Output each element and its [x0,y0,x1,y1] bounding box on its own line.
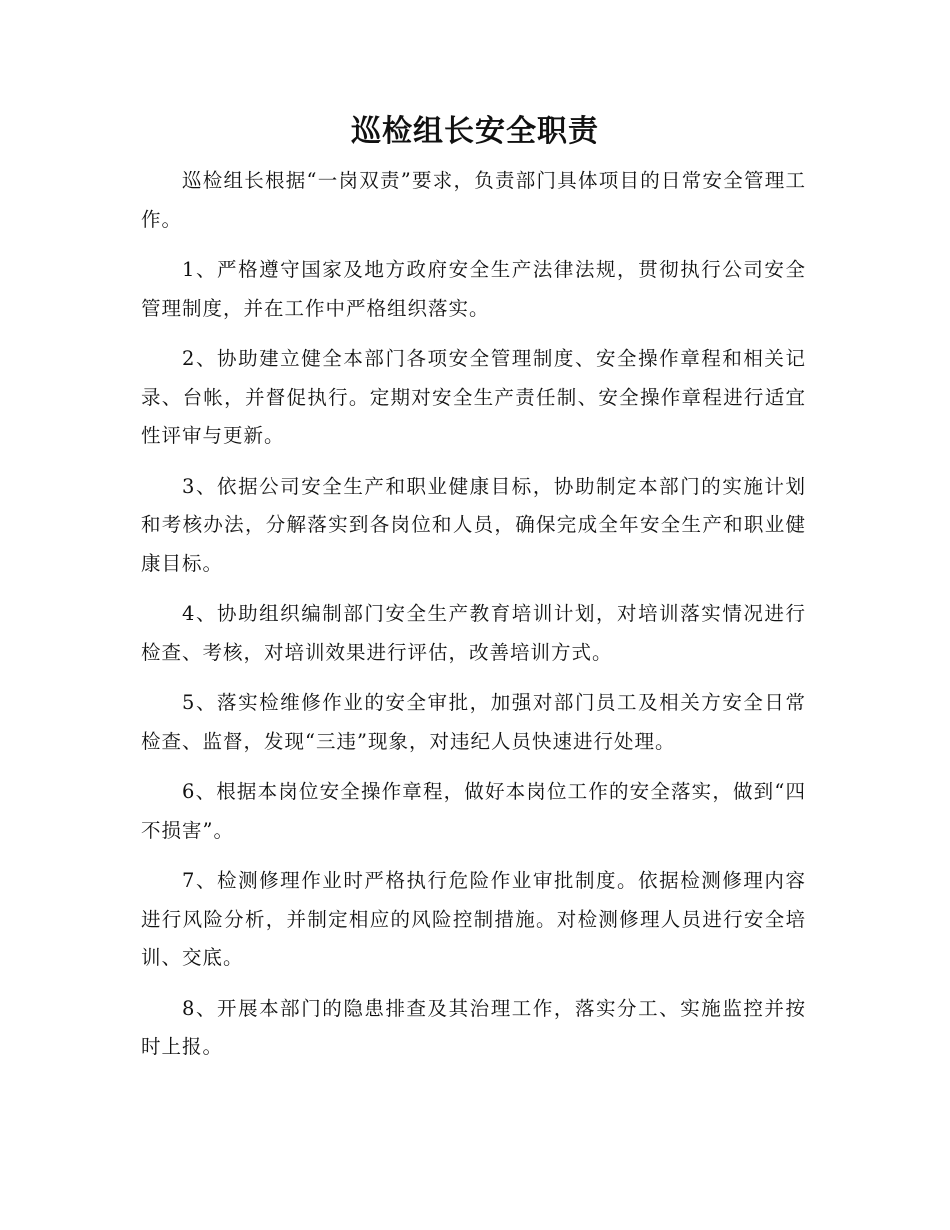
document-body [141,162,806,1079]
duty-item-3: 3、依据公司安全生产和职业健康目标，协助制定本部门的实施计划和考核办法，分解落实到各岗位和人员，确保完成全年安全生产和职业健康目标。 [141,474,806,575]
duty-item-2: 2、协助建立健全本部门各项安全管理制度、安全操作章程和相关记录、台帐，并督促执行。定期对安全生产责任制、安全操作章程进行适宜性评审与更新。 [141,347,806,447]
duty-item-7: 7、检测修理作业时严格执行危险作业审批制度。依据检测修理内容进行风险分析，并制定相应的风险控制措施。对检测修理人员进行安全培训、交底。 [141,869,806,969]
duty-item-1: 1、严格遵守国家及地方政府安全生产法律法规，贯彻执行公司安全管理制度，并在工作中严格组织落实。 [141,258,806,320]
intro-paragraph: 巡检组长根据“一岗双责”要求，负责部门具体项目的日常安全管理工作。 [141,169,806,231]
document-title: 巡检组长安全职责 [351,114,599,149]
duty-item-6: 6、根据本岗位安全操作章程，做好本岗位工作的安全落实，做到“四不损害”。 [141,780,806,842]
duty-item-8: 8、开展本部门的隐患排查及其治理工作，落实分工、实施监控并按时上报。 [141,996,806,1058]
duty-item-4: 4、协助组织编制部门安全生产教育培训计划，对培训落实情况进行检查、考核，对培训效果进行评估，改善培训方式。 [141,602,806,664]
duty-item-5: 5、落实检维修作业的安全审批，加强对部门员工及相关方安全日常检查、监督，发现“三违”现象，对违纪人员快速进行处理。 [141,691,806,753]
